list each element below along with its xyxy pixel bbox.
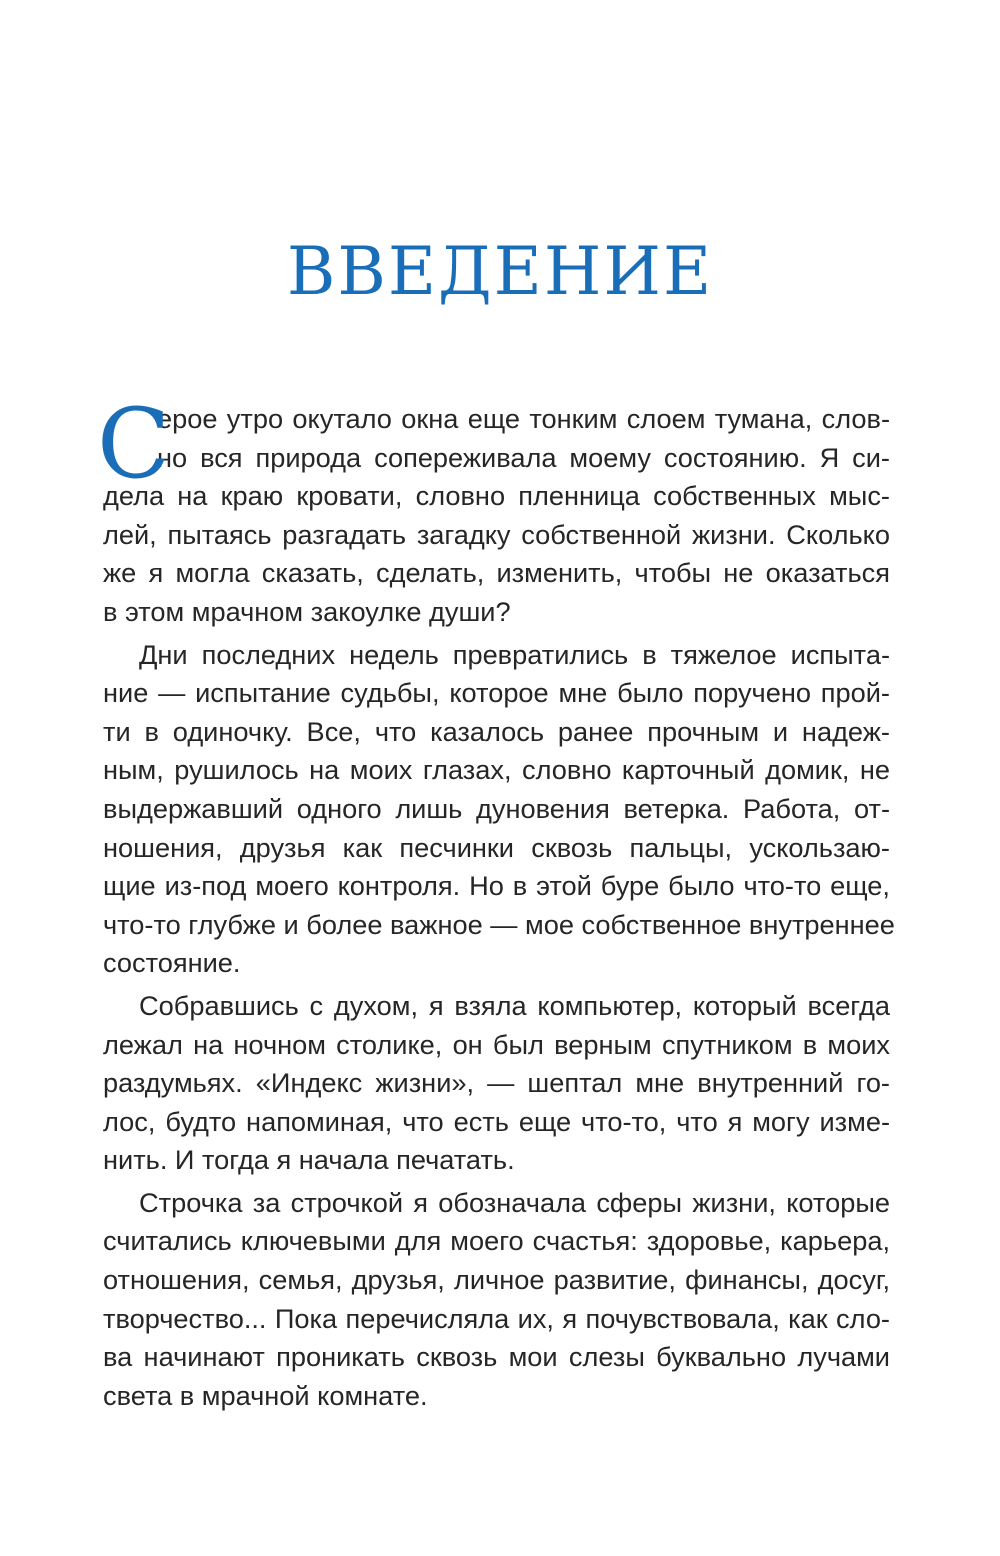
text-line: что-то глубже и более важное — мое собственное внутреннее xyxy=(103,908,895,940)
drop-cap: С xyxy=(97,388,171,500)
text-line: лежал на ночном столике, он был верным спутником в моих xyxy=(103,1028,890,1060)
text-line: света в мрачной комнате. xyxy=(103,1379,428,1411)
text-line: Собравшись с духом, я взяла компьютер, который всегда xyxy=(139,989,890,1021)
text-line: отношения, семья, друзья, личное развитие, финансы, досуг, xyxy=(103,1264,890,1296)
paragraph-4 xyxy=(103,1184,890,1416)
text-line: дела на краю кровати, словно пленница собственных мыс- xyxy=(103,480,890,512)
text-line: Дни последних недель превратились в тяжелое испыта- xyxy=(139,638,890,670)
text-line: Строчка за строчкой я обозначала сферы жизни, которые xyxy=(139,1186,890,1218)
text-line: творчество... Пока перечисляла их, я почувствовала, как сло- xyxy=(103,1302,890,1334)
text-line: щие из-под моего контроля. Но в этой буре было что-то еще, xyxy=(103,870,890,902)
chapter-title: ВВЕДЕНИЕ xyxy=(286,233,714,310)
text-line: лей, пытаясь разгадать загадку собственной жизни. Сколько xyxy=(103,518,890,550)
text-line: выдержавший одного лишь дуновения ветерка. Работа, от- xyxy=(103,792,890,824)
text-line: считались ключевыми для моего счастья: здоровье, карьера, xyxy=(103,1225,890,1257)
text-line: ношения, друзья как песчинки сквозь пальцы, ускользаю- xyxy=(103,831,890,863)
text-line: состояние. xyxy=(103,947,241,979)
text-line: нить. И тогда я начала печатать. xyxy=(103,1144,515,1176)
paragraph-1 xyxy=(97,388,890,632)
text-line: раздумьях. «Индекс жизни», — шептал мне внутренний го- xyxy=(103,1067,890,1099)
paragraph-2 xyxy=(103,636,895,983)
text-line: но вся природа сопереживала моему состоянию. Я си- xyxy=(157,441,890,473)
chapter-body xyxy=(97,388,895,1419)
text-line: ерое утро окутало окна еще тонким слоем тумана, слов- xyxy=(157,403,890,434)
text-line: ва начинают проникать сквозь мои слезы буквально лучами xyxy=(103,1341,890,1373)
text-line: лос, будто напоминая, что есть еще что-то, что я могу изме- xyxy=(103,1105,890,1137)
text-line: ние — испытание судьбы, которое мне было поручено прой- xyxy=(103,677,890,709)
text-line: в этом мрачном закоулке души? xyxy=(103,595,511,627)
text-line: ти в одиночку. Все, что казалось ранее прочным и надеж- xyxy=(103,715,890,747)
paragraph-3 xyxy=(103,987,890,1180)
text-line: же я могла сказать, сделать, изменить, чтобы не оказаться xyxy=(103,557,890,589)
text-line: ным, рушилось на моих глазах, словно карточный домик, не xyxy=(103,754,890,786)
